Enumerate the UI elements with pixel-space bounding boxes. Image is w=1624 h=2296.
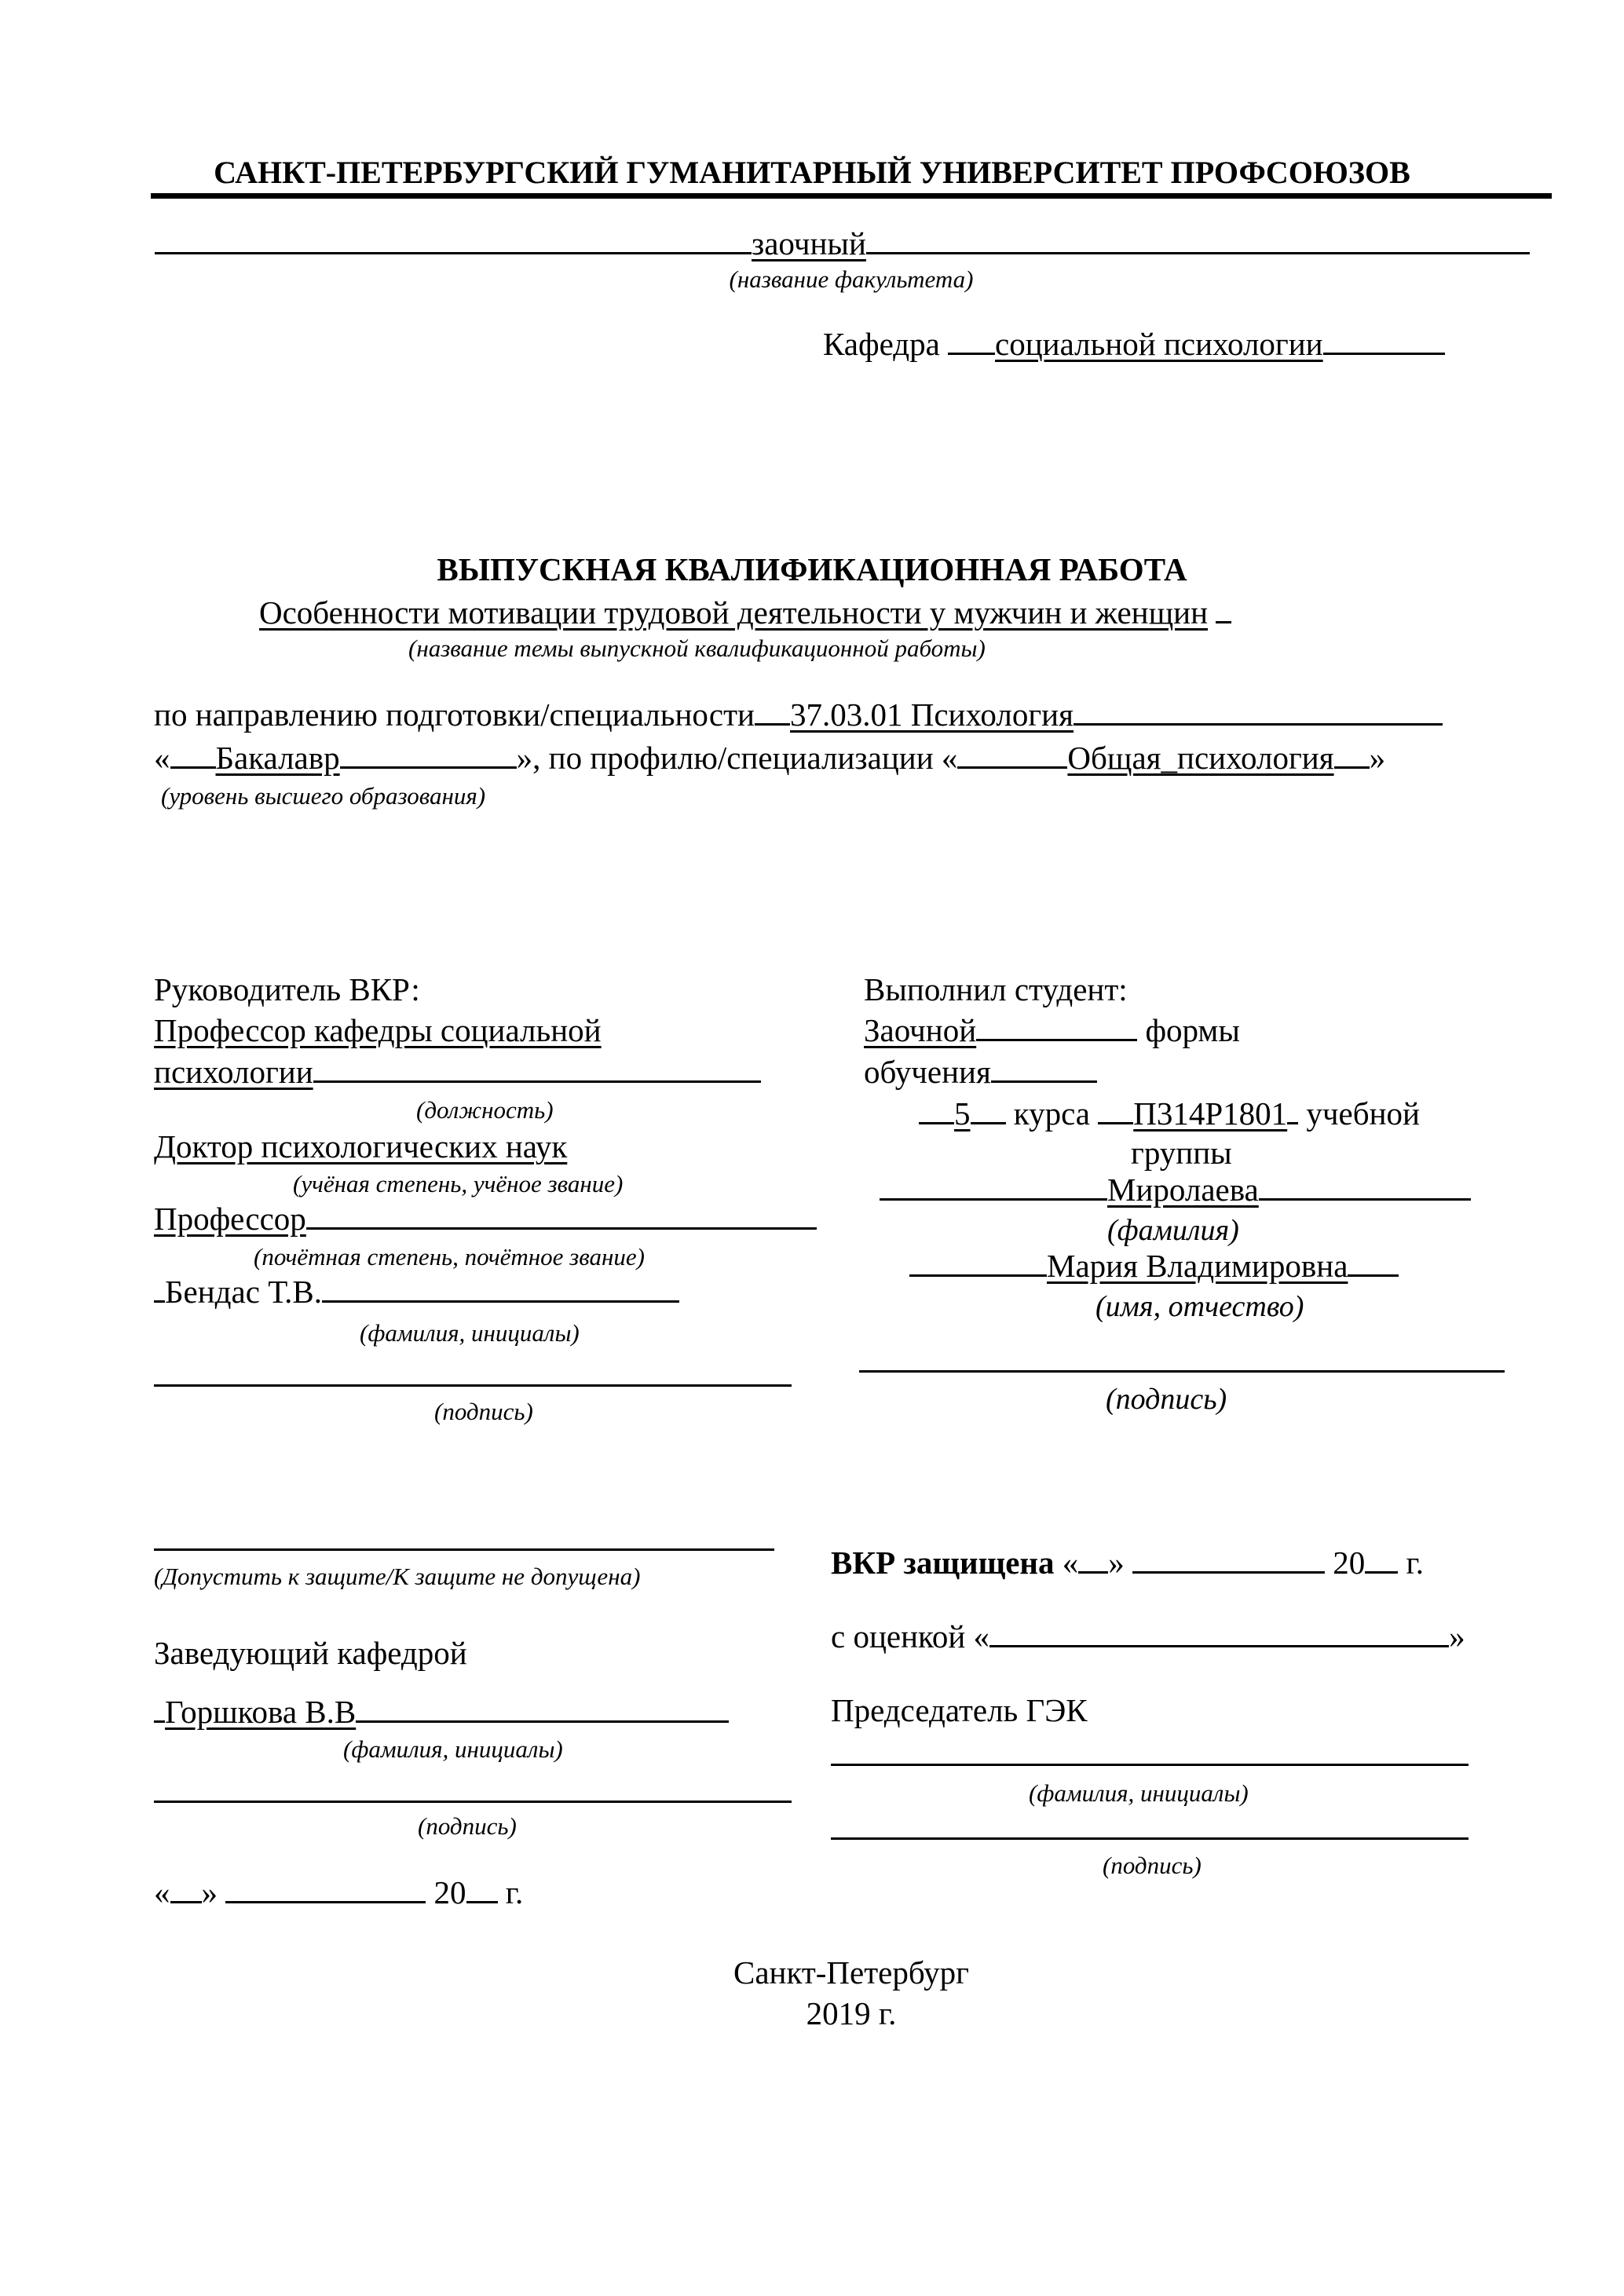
- supervisor-heading: Руководитель ВКР:: [154, 971, 420, 1007]
- student-form-label2: обучения: [864, 1054, 991, 1090]
- admission-date-close: »: [201, 1874, 218, 1910]
- supervisor-position-blank[interactable]: [313, 1080, 761, 1083]
- admission-year-suffix: г.: [505, 1874, 524, 1910]
- student-form-line2: [864, 1056, 1097, 1088]
- direction-blank-right[interactable]: [1074, 722, 1443, 726]
- faculty-line: [155, 225, 1541, 261]
- grade-line: [831, 1618, 1465, 1654]
- supervisor-name-line: [154, 1276, 679, 1308]
- supervisor-name-blank-left[interactable]: [154, 1300, 165, 1303]
- work-topic-blank[interactable]: [1216, 620, 1231, 623]
- department-label: Кафедра: [823, 326, 940, 362]
- student-group-label2: группы: [1131, 1135, 1232, 1171]
- chair-label: Председатель ГЭК: [831, 1692, 1088, 1728]
- department-blank-right[interactable]: [1323, 352, 1445, 355]
- direction-line: [154, 696, 1443, 733]
- defense-line: [831, 1547, 1424, 1579]
- course-blank-right[interactable]: [971, 1121, 1006, 1124]
- admission-year-blank[interactable]: [466, 1900, 498, 1903]
- work-topic: Особенности мотивации трудовой деятельности у мужчин и женщин: [259, 594, 1209, 631]
- student-surname-line: [880, 1174, 1471, 1206]
- course-value: 5: [954, 1095, 971, 1132]
- student-surname: Миролаева: [1107, 1172, 1259, 1208]
- supervisor-signature-line[interactable]: [154, 1384, 792, 1387]
- supervisor-title-caption: (почётная степень, почётное звание): [254, 1243, 645, 1270]
- student-surname-caption: (фамилия): [1107, 1214, 1239, 1247]
- student-form-label: формы: [1145, 1012, 1240, 1048]
- department-blank-left[interactable]: [948, 352, 995, 355]
- admission-date-open: «: [154, 1874, 170, 1910]
- defense-year-blank[interactable]: [1365, 1570, 1398, 1574]
- faculty-blank-right[interactable]: [866, 251, 1530, 254]
- name-blank-left[interactable]: [909, 1274, 1047, 1277]
- defense-label: ВКР защищена: [831, 1545, 1055, 1581]
- supervisor-position-value: психологии: [154, 1054, 313, 1090]
- surname-blank-right[interactable]: [1259, 1197, 1471, 1201]
- head-name-blank-left[interactable]: [154, 1720, 165, 1723]
- chair-name-line[interactable]: [831, 1764, 1469, 1766]
- supervisor-name-blank-right[interactable]: [322, 1300, 679, 1303]
- supervisor-title-value: Профессор: [154, 1201, 306, 1237]
- chair-signature-line[interactable]: [831, 1837, 1469, 1840]
- head-name: Горшкова В.В: [165, 1694, 357, 1730]
- supervisor-position-caption: (должность): [416, 1096, 554, 1124]
- profile-value: Общая_психология: [1067, 740, 1334, 776]
- supervisor-degree: Доктор психологических наук: [154, 1128, 568, 1164]
- level-open-quote: «: [154, 740, 170, 776]
- university-name: САНКТ-ПЕТЕРБУРГСКИЙ ГУМАНИТАРНЫЙ УНИВЕРСИТЕТ ПРОФСОЮЗОВ: [214, 155, 1410, 190]
- work-topic-caption: (название темы выпускной квалификационной работы): [408, 634, 986, 662]
- supervisor-degree-caption: (учёная степень, учёное звание): [293, 1170, 624, 1197]
- defense-date-close: »: [1108, 1545, 1125, 1581]
- student-heading: Выполнил студент:: [864, 971, 1128, 1007]
- student-form-value: Заочной: [864, 1012, 977, 1048]
- profile-close-quote: »: [1369, 740, 1386, 776]
- admission-caption: (Допустить к защите/К защите не допущена): [154, 1563, 641, 1590]
- head-name-blank-right[interactable]: [356, 1720, 729, 1723]
- name-blank-right[interactable]: [1348, 1274, 1399, 1277]
- student-signature-caption: (подпись): [1106, 1383, 1227, 1416]
- student-form-blank[interactable]: [976, 1038, 1137, 1041]
- admission-decision-line[interactable]: [154, 1548, 774, 1551]
- level-close-text: », по профилю/специализации «: [516, 740, 958, 776]
- student-course-group-line: [919, 1095, 1420, 1132]
- faculty-value: заочный: [752, 225, 866, 261]
- direction-blank-left[interactable]: [755, 722, 790, 726]
- level-caption: (уровень высшего образования): [161, 782, 486, 810]
- supervisor-position-line1: Профессор кафедры социальной: [154, 1012, 602, 1048]
- group-blank-left[interactable]: [1098, 1121, 1133, 1124]
- defense-month-blank[interactable]: [1132, 1570, 1325, 1574]
- footer-year: 2019 г.: [806, 1995, 897, 2031]
- head-signature-line[interactable]: [154, 1801, 792, 1803]
- supervisor-title-line: [154, 1203, 817, 1235]
- supervisor-title-blank[interactable]: [306, 1227, 817, 1230]
- head-name-caption: (фамилия, инициалы): [343, 1735, 563, 1763]
- surname-blank-left[interactable]: [880, 1197, 1107, 1201]
- head-name-line: [154, 1696, 729, 1728]
- course-label: курса: [1013, 1095, 1090, 1132]
- grade-blank[interactable]: [989, 1644, 1449, 1647]
- grade-label: с оценкой «: [831, 1618, 990, 1654]
- course-blank-left[interactable]: [919, 1121, 954, 1124]
- faculty-caption: (название факультета): [729, 265, 974, 293]
- level-blank-left[interactable]: [170, 766, 216, 769]
- supervisor-signature-caption: (подпись): [434, 1398, 533, 1425]
- chair-signature-caption: (подпись): [1103, 1852, 1202, 1879]
- work-type-title: ВЫПУСКНАЯ КВАЛИФИКАЦИОННАЯ РАБОТА: [437, 551, 1187, 587]
- direction-label: по направлению подготовки/специальности: [154, 696, 755, 733]
- admission-year-prefix: 20: [433, 1874, 466, 1910]
- level-value: Бакалавр: [215, 740, 340, 776]
- admission-day-blank[interactable]: [170, 1900, 202, 1903]
- faculty-blank-left[interactable]: [155, 251, 752, 254]
- admission-date-line: [154, 1874, 524, 1910]
- group-value: П314Р1801: [1133, 1095, 1288, 1132]
- student-form-blank2[interactable]: [991, 1080, 1097, 1083]
- head-label: Заведующий кафедрой: [154, 1635, 467, 1671]
- defense-year-suffix: г.: [1406, 1545, 1424, 1581]
- student-form-line: [864, 1012, 1240, 1048]
- student-name-caption: (имя, отчество): [1095, 1290, 1304, 1323]
- profile-blank-right[interactable]: [1334, 766, 1370, 769]
- student-name-line: [880, 1250, 1399, 1282]
- work-topic-line: [259, 594, 1231, 631]
- group-blank-right[interactable]: [1287, 1121, 1298, 1124]
- department-value: социальной психологии: [995, 326, 1323, 362]
- grade-close: »: [1449, 1618, 1465, 1654]
- direction-value: 37.03.01 Психология: [790, 696, 1074, 733]
- supervisor-position-line2: [154, 1056, 761, 1088]
- footer-city: Санкт-Петербург: [733, 1954, 969, 1991]
- defense-day-blank[interactable]: [1078, 1570, 1108, 1574]
- admission-month-blank[interactable]: [225, 1900, 426, 1903]
- level-blank-right[interactable]: [340, 766, 517, 769]
- student-name: Мария Владимировна: [1047, 1248, 1348, 1284]
- student-signature-line[interactable]: [859, 1370, 1505, 1373]
- head-signature-caption: (подпись): [418, 1812, 517, 1840]
- group-label: учебной: [1306, 1095, 1420, 1132]
- defense-year-prefix: 20: [1333, 1545, 1366, 1581]
- defense-date-open: «: [1062, 1545, 1079, 1581]
- level-line: [154, 742, 1385, 774]
- chair-name-caption: (фамилия, инициалы): [1029, 1779, 1249, 1807]
- supervisor-name-value: Бендас Т.В.: [165, 1274, 322, 1310]
- department-line: [823, 328, 1445, 360]
- header-rule: [151, 193, 1552, 199]
- profile-blank-left[interactable]: [957, 766, 1067, 769]
- supervisor-name-caption: (фамилия, инициалы): [360, 1319, 580, 1347]
